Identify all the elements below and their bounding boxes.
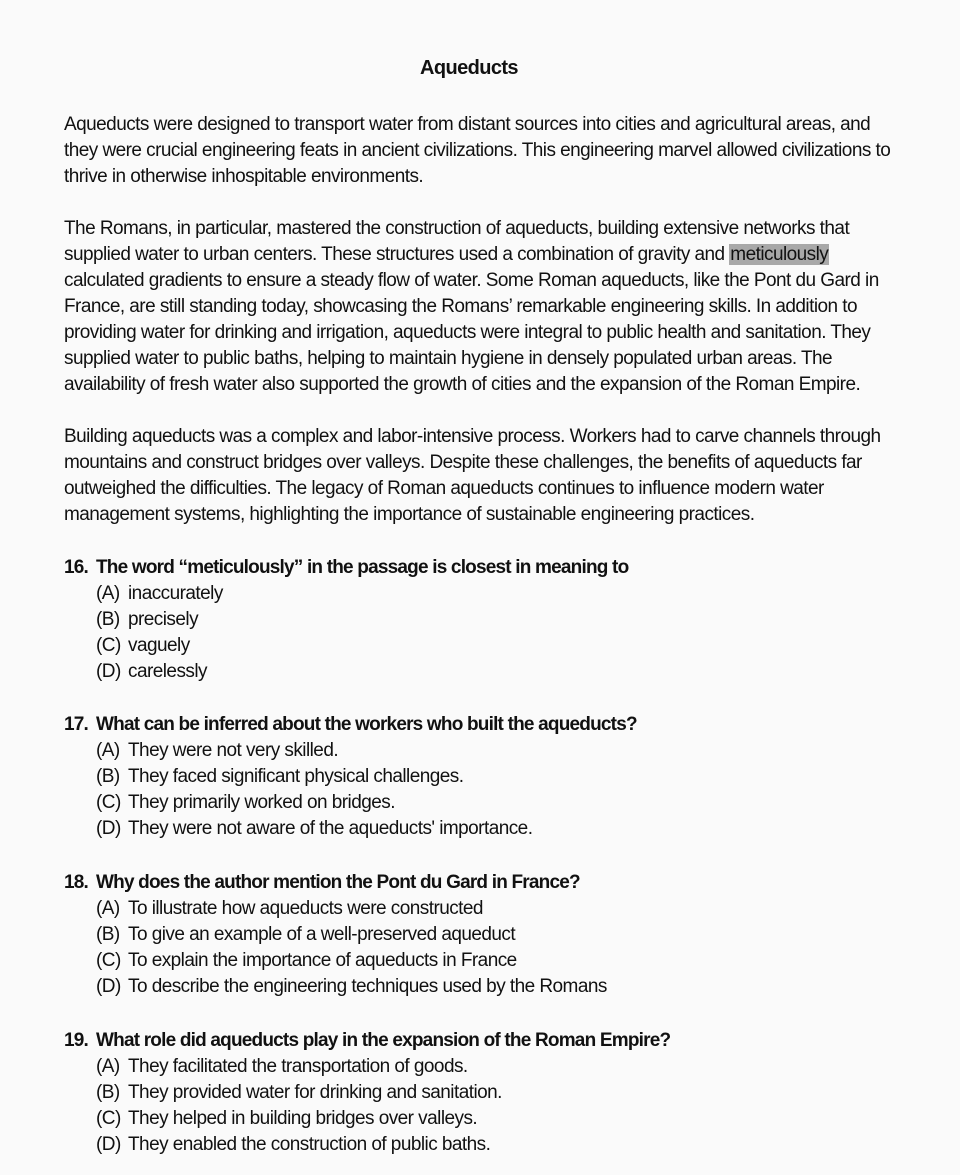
passage-line: calculated gradients to ensure a steady flow of water. Some Roman aqueducts, like the Pont du Gard in <box>64 270 879 291</box>
passage-line: The Romans, in particular, mastered the construction of aqueducts, building extensive networks that <box>64 218 850 239</box>
option-text: They helped in building bridges over valleys. <box>128 1108 478 1129</box>
passage-line: mountains and construct bridges over valleys. Despite these challenges, the benefits of aqueducts far <box>64 452 862 473</box>
answer-option[interactable] <box>64 948 874 974</box>
option-letter: (C) <box>96 950 121 971</box>
option-text: They were not aware of the aqueducts' importance. <box>128 818 533 839</box>
answer-option[interactable] <box>64 764 874 790</box>
question-stem <box>64 1028 874 1054</box>
passage-line: they were crucial engineering feats in ancient civilizations. This engineering marvel allowed civilizations to <box>64 140 891 161</box>
passage-paragraph-2 <box>64 216 879 398</box>
passage-line: supplied water to public baths, helping to maintain hygiene in densely populated urban areas. The <box>64 348 833 369</box>
passage-line: Building aqueducts was a complex and labor-intensive process. Workers had to carve channels through <box>64 426 881 447</box>
question-18 <box>64 870 874 1000</box>
option-text: They enabled the construction of public baths. <box>128 1134 491 1155</box>
question-text: The word “meticulously” in the passage is closest in meaning to <box>96 557 629 578</box>
option-letter: (A) <box>96 898 120 919</box>
answer-option[interactable] <box>64 1132 874 1158</box>
passage-line: providing water for drinking and irrigation, aqueducts were integral to public health and sanitation. They <box>64 322 871 343</box>
option-letter: (A) <box>96 740 120 761</box>
option-text: To illustrate how aqueducts were constructed <box>128 898 483 919</box>
passage-line-text: supplied water to urban centers. These structures used a combination of gravity and <box>64 244 730 265</box>
option-text: To give an example of a well-preserved aqueduct <box>128 924 516 945</box>
question-17 <box>64 712 874 842</box>
question-number: 17. <box>64 714 89 735</box>
answer-option[interactable] <box>64 738 874 764</box>
option-text: inaccurately <box>128 583 223 604</box>
passage-line: thrive in otherwise inhospitable environments. <box>64 166 424 187</box>
page-title: Aqueducts <box>420 57 518 79</box>
question-text: What role did aqueducts play in the expansion of the Roman Empire? <box>96 1030 671 1051</box>
option-text: They facilitated the transportation of goods. <box>128 1056 468 1077</box>
answer-option[interactable] <box>64 896 874 922</box>
option-letter: (A) <box>96 1056 120 1077</box>
option-letter: (B) <box>96 924 120 945</box>
passage-line: outweighed the difficulties. The legacy of Roman aqueducts continues to influence modern water <box>64 478 824 499</box>
question-stem <box>64 555 874 581</box>
answer-option[interactable] <box>64 974 874 1000</box>
option-text: They faced significant physical challenges. <box>128 766 464 787</box>
question-19 <box>64 1028 874 1158</box>
option-text: To describe the engineering techniques used by the Romans <box>128 976 607 997</box>
answer-option[interactable] <box>64 607 874 633</box>
option-letter: (C) <box>96 792 121 813</box>
passage-paragraph-3 <box>64 424 881 528</box>
passage-line: Aqueducts were designed to transport water from distant sources into cities and agricultural areas, and <box>64 114 871 135</box>
question-number: 19. <box>64 1030 89 1051</box>
question-number: 18. <box>64 872 89 893</box>
highlighted-word: meticulously <box>730 244 829 265</box>
option-text: They provided water for drinking and sanitation. <box>128 1082 502 1103</box>
answer-option[interactable] <box>64 922 874 948</box>
question-stem <box>64 870 874 896</box>
option-letter: (B) <box>96 766 120 787</box>
answer-option[interactable] <box>64 790 874 816</box>
passage-line: France, are still standing today, showcasing the Romans’ remarkable engineering skills. In addition to <box>64 296 858 317</box>
option-text: carelessly <box>128 661 207 682</box>
answer-option[interactable] <box>64 581 874 607</box>
passage-line: availability of fresh water also supported the growth of cities and the expansion of the Roman Empire. <box>64 374 861 395</box>
option-letter: (C) <box>96 1108 121 1129</box>
answer-option[interactable] <box>64 816 874 842</box>
answer-option[interactable] <box>64 659 874 685</box>
option-letter: (A) <box>96 583 120 604</box>
option-letter: (B) <box>96 609 120 630</box>
option-text: They were not very skilled. <box>128 740 339 761</box>
answer-option[interactable] <box>64 1080 874 1106</box>
answer-option[interactable] <box>64 1106 874 1132</box>
document-page <box>64 0 891 1158</box>
option-text: They primarily worked on bridges. <box>128 792 395 813</box>
question-number: 16. <box>64 557 89 578</box>
option-letter: (B) <box>96 1082 120 1103</box>
passage-line <box>64 242 874 268</box>
answer-option[interactable] <box>64 1054 874 1080</box>
option-text: precisely <box>128 609 199 630</box>
option-text: vaguely <box>128 635 190 656</box>
question-16 <box>64 555 874 685</box>
passage-paragraph-1 <box>64 112 891 190</box>
passage-line: management systems, highlighting the importance of sustainable engineering practices. <box>64 504 755 525</box>
option-letter: (D) <box>96 1134 121 1155</box>
question-text: What can be inferred about the workers who built the aqueducts? <box>96 714 637 735</box>
option-letter: (D) <box>96 976 121 997</box>
option-letter: (C) <box>96 635 121 656</box>
option-letter: (D) <box>96 818 121 839</box>
option-letter: (D) <box>96 661 121 682</box>
option-text: To explain the importance of aqueducts in France <box>128 950 517 971</box>
question-stem <box>64 712 874 738</box>
question-text: Why does the author mention the Pont du Gard in France? <box>96 872 580 893</box>
answer-option[interactable] <box>64 633 874 659</box>
